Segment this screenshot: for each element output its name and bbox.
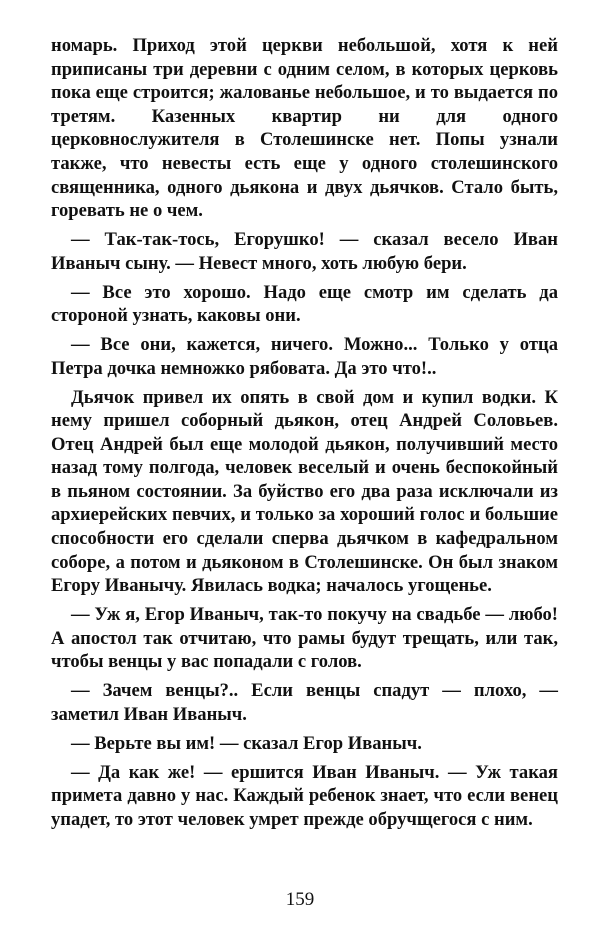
paragraph: номарь. Приход этой церкви небольшой, хотя к ней приписаны три деревни с одним селом, в которых церковь пока еще строится; жалованье небольшое, и то выдается по третям. Казенных квартир ни для одного церковнослужителя в Столешинске нет. Попы узнали также, что невесты есть еще у одного столешинского священника, одного дьякона и двух дьячков. Стало быть, горевать не о чем. xyxy=(51,35,558,222)
paragraph: — Да как же! — ершится Иван Иваныч. — Уж такая примета давно у нас. Каждый ребенок знает, что если венец упадет, то этот человек умрет прежде обручщегося с ним. xyxy=(51,761,558,830)
paragraph: — Так-так-тось, Егорушко! — сказал весело Иван Иваныч сыну. — Невест много, хоть любую бери. xyxy=(51,229,558,274)
paragraph: — Уж я, Егор Иваныч, так-то покучу на свадьбе — любо! А апостол так отчитаю, что рамы будут трещать, или так, чтобы венцы у вас попадали с голов. xyxy=(51,604,558,673)
paragraph: Дьячок привел их опять в свой дом и купил водки. К нему пришел соборный дьякон, отец Андрей Соловьев. Отец Андрей был еще молодой дьякон, получивший место назад тому полгода, человек веселый и очень беспокойный в пьяном состоянии. За буйство его два раза исключали из архиерейских певчих, и только за хороший голос и большие способности его сделали сперва дьячком в кафедральном соборе, а потом и дьяконом в Столешинске. Он был знаком Егору Иванычу. Явилась водка; началось угощенье. xyxy=(51,386,558,597)
page-number: 159 xyxy=(285,889,315,910)
paragraph: — Зачем венцы?.. Если венцы спадут — плохо, — заметил Иван Иваныч. xyxy=(51,680,558,725)
paragraph: — Все они, кажется, ничего. Можно... Только у отца Петра дочка немножко рябовата. Да это что!.. xyxy=(51,334,558,379)
paragraph: — Верьте вы им! — сказал Егор Иваныч. xyxy=(71,732,422,754)
paragraph: — Все это хорошо. Надо еще смотр им сделать да стороной узнать, каковы они. xyxy=(51,281,558,327)
body-text xyxy=(51,34,558,837)
